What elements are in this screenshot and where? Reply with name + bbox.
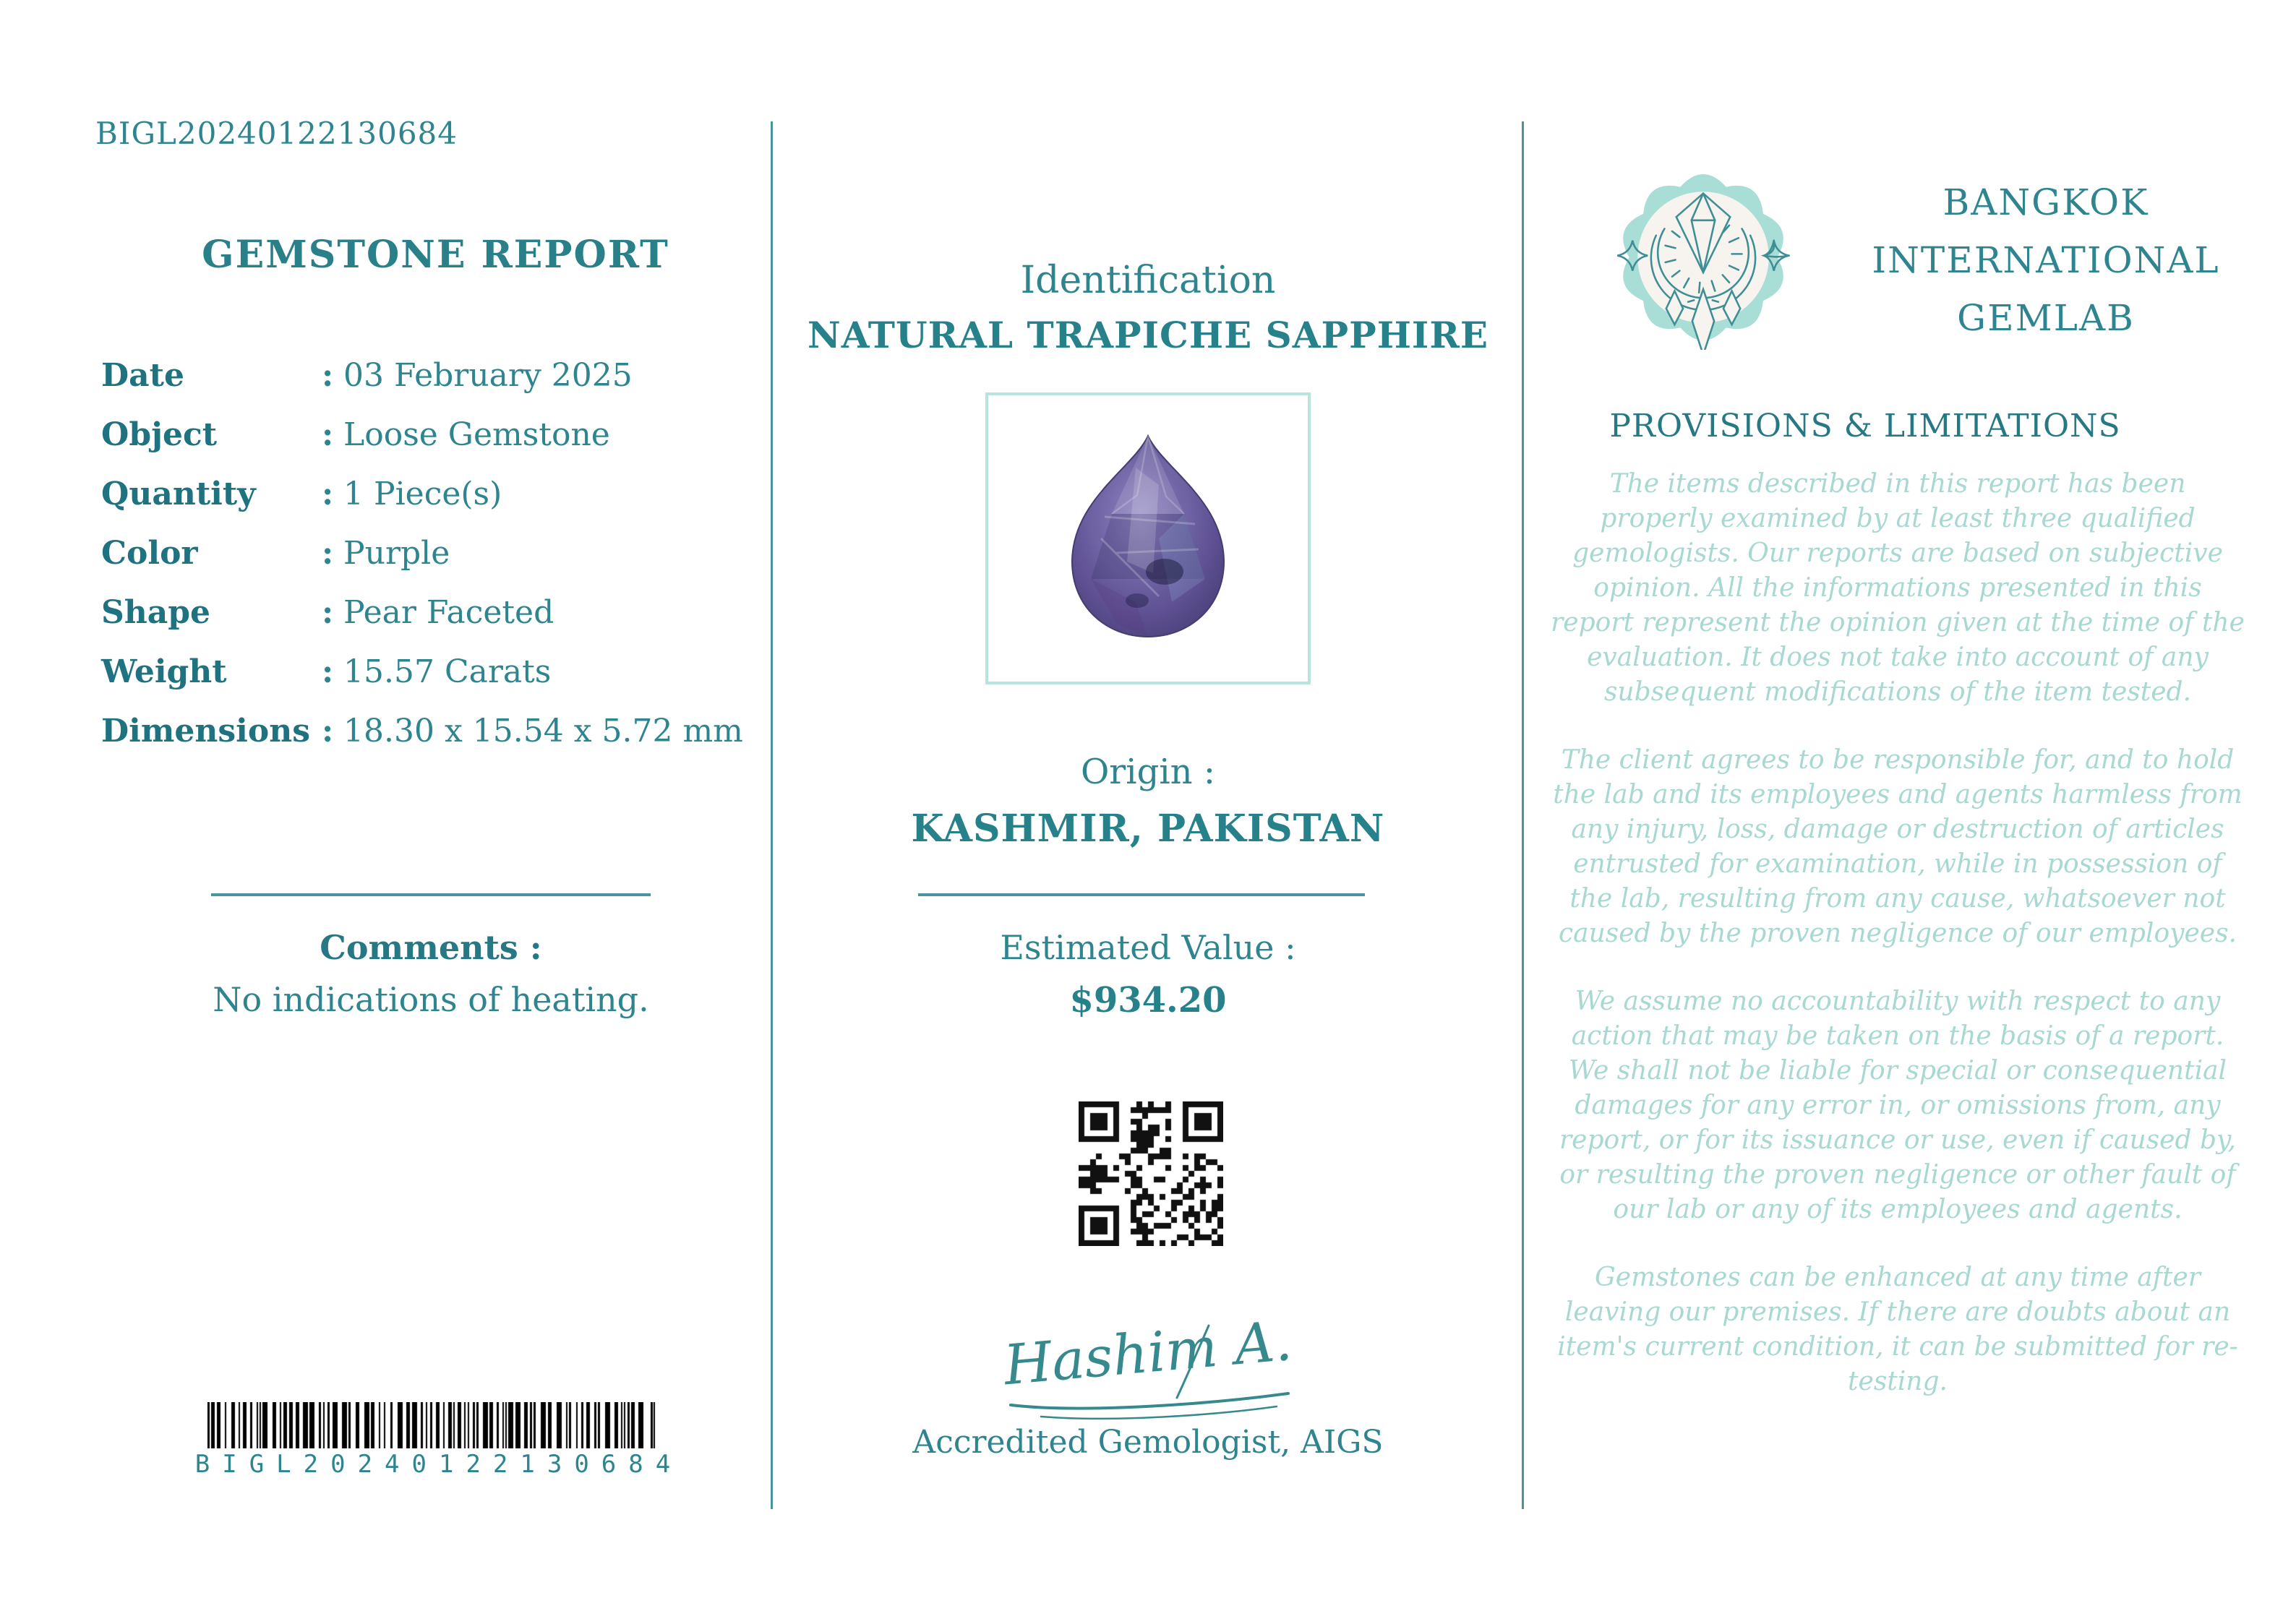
comments-text: No indications of heating. — [213, 980, 649, 1019]
field-row-object — [101, 405, 752, 464]
field-value: Pear Faceted — [343, 593, 554, 631]
report-fields — [101, 345, 752, 760]
field-colon: : — [322, 653, 334, 690]
lab-name-line: INTERNATIONAL — [1872, 239, 2220, 281]
column-divider-right — [1522, 121, 1524, 1509]
field-value: 18.30 x 15.54 x 5.72 mm — [343, 712, 743, 749]
estimated-value-label: Estimated Value : — [1000, 928, 1296, 967]
field-row-color — [101, 523, 752, 583]
field-row-date — [101, 345, 752, 405]
field-row-shape — [101, 583, 752, 642]
barcode-icon — [207, 1402, 656, 1448]
report-number: BIGL20240122130684 — [95, 116, 458, 151]
field-label: Dimensions — [101, 712, 311, 749]
provisions-paragraph: Gemstones can be enhanced at any time after leaving our premises. If there are doubts about an item's current condition, it can be submitted for re-testing. — [1557, 1263, 2238, 1396]
field-colon: : — [322, 593, 334, 631]
identification-heading: Identification — [1020, 259, 1276, 302]
field-colon: : — [322, 534, 334, 572]
field-row-weight — [101, 642, 752, 701]
field-label: Quantity — [101, 475, 256, 512]
field-label: Color — [101, 534, 198, 572]
provisions-paragraph: We assume no accountability with respect to any action that may be taken on the basis of a report. We shall not be liable for special or consequential damages for any error in, or omissions from, any report, or for its issuance or use, even if caused by, or resulting the proven negligence or other fault of our lab or any of its employees and agents. — [1559, 987, 2237, 1224]
report-title: GEMSTONE REPORT — [202, 233, 669, 277]
estimated-value: $934.20 — [1069, 980, 1227, 1021]
signature-name: Hashim A. — [1001, 1307, 1295, 1398]
lab-name-line: BANGKOK — [1942, 181, 2149, 223]
lab-logo-gem-crescent-badge-icon — [1611, 165, 1796, 350]
field-label: Date — [101, 356, 184, 394]
provisions-title: PROVISIONS & LIMITATIONS — [1609, 408, 2121, 444]
origin-value: KASHMIR, PAKISTAN — [911, 807, 1385, 851]
identification-result: NATURAL TRAPICHE SAPPHIRE — [808, 314, 1488, 356]
field-value: Loose Gemstone — [343, 416, 610, 453]
field-value: Purple — [343, 534, 450, 572]
field-label: Object — [101, 416, 218, 453]
field-row-quantity — [101, 464, 752, 523]
barcode-text: BIGL20240122130684 — [194, 1450, 683, 1479]
field-label: Weight — [101, 653, 227, 690]
field-colon: : — [322, 712, 334, 749]
signatory-title: Accredited Gemologist, AIGS — [912, 1424, 1384, 1461]
field-colon: : — [322, 416, 334, 453]
comments-label: Comments : — [320, 928, 542, 967]
field-value: 1 Piece(s) — [343, 475, 502, 512]
qr-code-icon — [1079, 1101, 1223, 1246]
purple-pear-sapphire-icon — [988, 395, 1308, 682]
comments-divider — [211, 893, 651, 896]
provisions-paragraph: The items described in this report has been properly examined by at least three qualified gemologists. Our reports are based on subjective opinion. All the informations presented in this report represent the opinion given at the time of the evaluation. It does not take into account of any subsequent modifications of the item tested. — [1551, 469, 2245, 707]
value-divider — [918, 893, 1365, 896]
provisions-text — [1551, 467, 2245, 1432]
column-divider-left — [771, 121, 773, 1509]
lab-name — [1807, 173, 2284, 347]
field-colon: : — [322, 356, 334, 394]
gemologist-signature — [998, 1298, 1301, 1432]
gem-photo-frame — [985, 392, 1311, 684]
field-value: 15.57 Carats — [343, 653, 552, 690]
field-colon: : — [322, 475, 334, 512]
field-value: 03 February 2025 — [343, 356, 633, 394]
field-label: Shape — [101, 593, 211, 631]
field-row-dimensions — [101, 701, 752, 760]
lab-name-line: GEMLAB — [1957, 297, 2135, 339]
origin-label: Origin : — [1080, 752, 1216, 792]
provisions-paragraph: The client agrees to be responsible for, and to hold the lab and its employees and agents harmless from any injury, loss, damage or destruction of articles entrusted for examination, while in possession of the lab, resulting from any cause, whatsoever not caused by the proven negligence of our employees. — [1553, 745, 2243, 948]
